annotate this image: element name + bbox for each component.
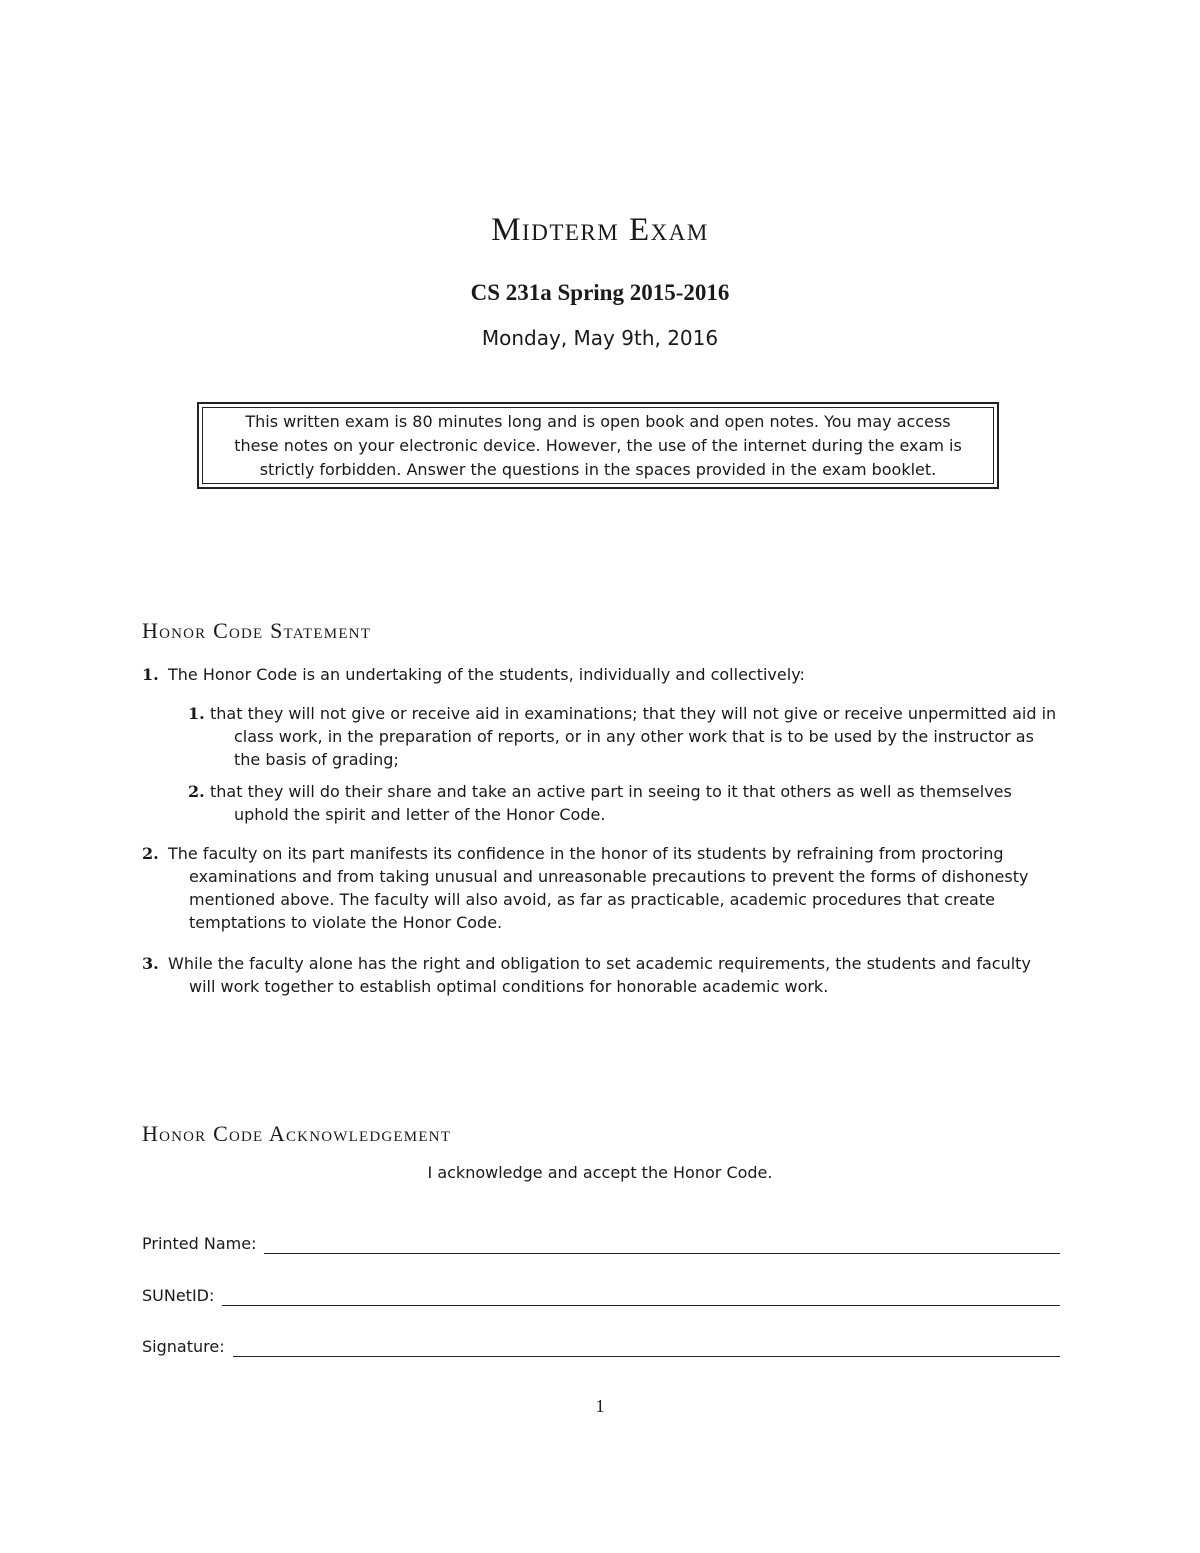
honor-ack-heading: Honor Code Acknowledgement	[142, 1121, 452, 1146]
page-title: Midterm Exam	[491, 212, 709, 248]
signature-field[interactable]	[142, 1333, 1060, 1357]
honor-subitem-2-number: 2.	[188, 782, 205, 801]
instructions-line-1: This written exam is 80 minutes long and is open book and open notes. You may access	[245, 411, 951, 431]
honor-item-1-number: 1.	[142, 665, 159, 684]
honor-ack-statement: I acknowledge and accept the Honor Code.	[427, 1163, 773, 1182]
honor-subitem-1-number: 1.	[188, 704, 205, 723]
honor-item-2-text: The faculty on its part manifests its confidence in the honor of its students by refraining from proctoring examinations and from taking unusual and unreasonable precautions to prevent the forms of dishonesty mentioned above. The faculty will also avoid, as far as practicable, academic procedures that create temptations to violate the Honor Code.	[168, 844, 1029, 932]
sunetid-field[interactable]	[142, 1282, 1060, 1306]
sunetid-label: SUNetID:	[142, 1286, 215, 1305]
honor-subitem-1	[188, 702, 1062, 771]
page-number: 1	[595, 1396, 605, 1416]
honor-item-3-text: While the faculty alone has the right and obligation to set academic requirements, the students and faculty will work together to establish optimal conditions for honorable academic work.	[168, 954, 1031, 996]
printed-name-field[interactable]	[142, 1230, 1060, 1254]
sunetid-line[interactable]	[222, 1288, 1060, 1306]
instructions-line-3: strictly forbidden. Answer the questions in the spaces provided in the exam booklet.	[259, 459, 937, 479]
honor-subitem-2	[188, 780, 1062, 826]
instructions-line-2: these notes on your electronic device. However, the use of the internet during the exam is	[234, 435, 962, 455]
honor-subitem-1-text: that they will not give or receive aid in examinations; that they will not give or receive unpermitted aid in class work, in the preparation of reports, or in any other work that is to be used by the instructor as the basis of grading;	[210, 704, 1057, 769]
honor-statement-heading: Honor Code Statement	[142, 618, 372, 643]
exam-instructions-inner	[202, 407, 994, 484]
honor-item-1	[142, 663, 1062, 686]
printed-name-line[interactable]	[264, 1236, 1060, 1254]
exam-instructions-box	[197, 402, 999, 489]
honor-item-2	[142, 842, 1062, 934]
honor-item-1-text: The Honor Code is an undertaking of the students, individually and collectively:	[168, 665, 805, 684]
printed-name-label: Printed Name:	[142, 1234, 257, 1253]
honor-subitem-2-text: that they will do their share and take an active part in seeing to it that others as well as themselves uphold the spirit and letter of the Honor Code.	[210, 782, 1012, 824]
honor-item-3	[142, 952, 1062, 998]
honor-item-3-number: 3.	[142, 954, 159, 973]
course-name: CS 231a Spring 2015-2016	[470, 280, 730, 305]
signature-line[interactable]	[233, 1339, 1060, 1357]
signature-label: Signature:	[142, 1337, 225, 1356]
exam-date: Monday, May 9th, 2016	[481, 326, 719, 350]
honor-item-2-number: 2.	[142, 844, 159, 863]
